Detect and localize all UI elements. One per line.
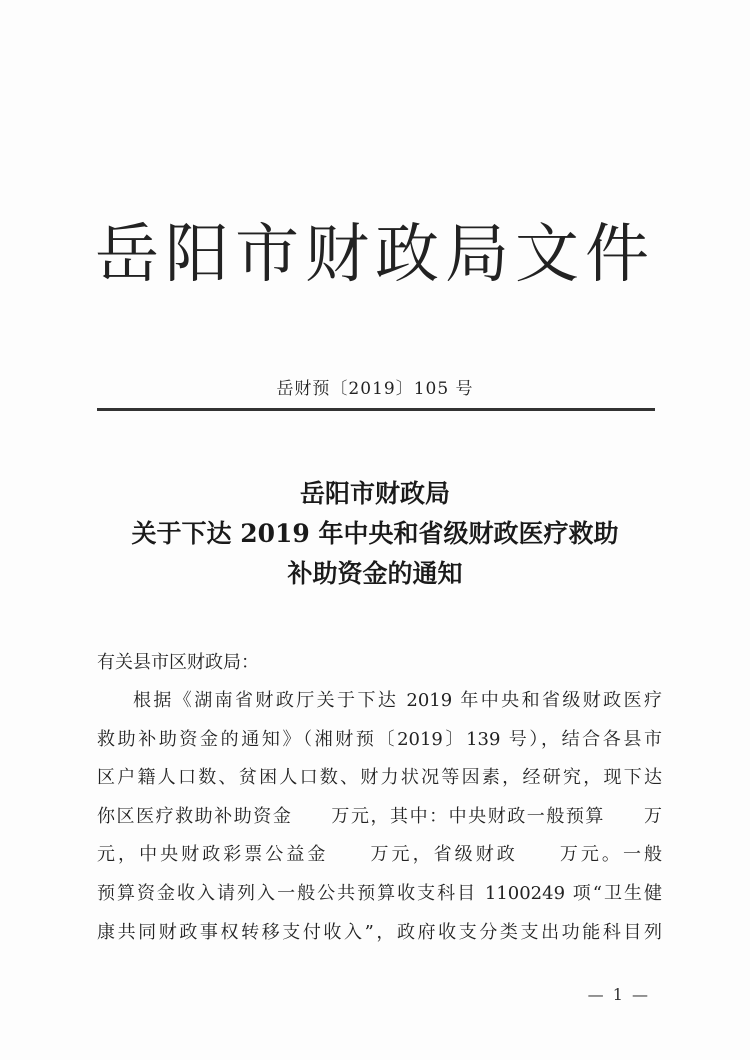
document-number: 岳财预〔2019〕105 号 — [276, 379, 474, 399]
notice-title — [0, 474, 750, 594]
body-paragraph — [97, 682, 662, 952]
header-divider — [97, 408, 655, 411]
paragraph-line-5: 元，中央财政彩票公益金 万元，省级财政 万元。一般 — [97, 844, 662, 866]
notice-title-line-2: 关于下达 2019 年中央和省级财政医疗救助 — [131, 519, 619, 548]
addressee: 有关县市区财政局： — [97, 652, 259, 673]
paragraph-line-3: 区户籍人口数、贫困人口数、财力状况等因素，经研究，现下达 — [97, 767, 662, 789]
page-number: — 1 — — [587, 985, 650, 1004]
notice-title-line-1: 岳阳市财政局 — [299, 479, 450, 508]
notice-body — [97, 644, 662, 952]
paragraph-line-1: 根据《湖南省财政厅关于下达 2019 年中央和省级财政医疗 — [133, 690, 662, 711]
notice-title-line-3: 补助资金的通知 — [287, 559, 463, 588]
paragraph-line-6: 预算资金收入请列入一般公共预算收支科目 1100249 项“卫生健 — [97, 882, 662, 904]
paragraph-line-2: 救助补助资金的通知》（湘财预〔2019〕139 号），结合各县市 — [97, 728, 662, 750]
paragraph-line-4: 你区医疗救助补助资金 万元，其中：中央财政一般预算 万 — [97, 805, 662, 827]
document-header-title: 岳阳市财政局文件 — [95, 218, 655, 292]
paragraph-line-7: 康共同财政事权转移支付收入”，政府收支分类支出功能科目列 — [97, 921, 662, 943]
